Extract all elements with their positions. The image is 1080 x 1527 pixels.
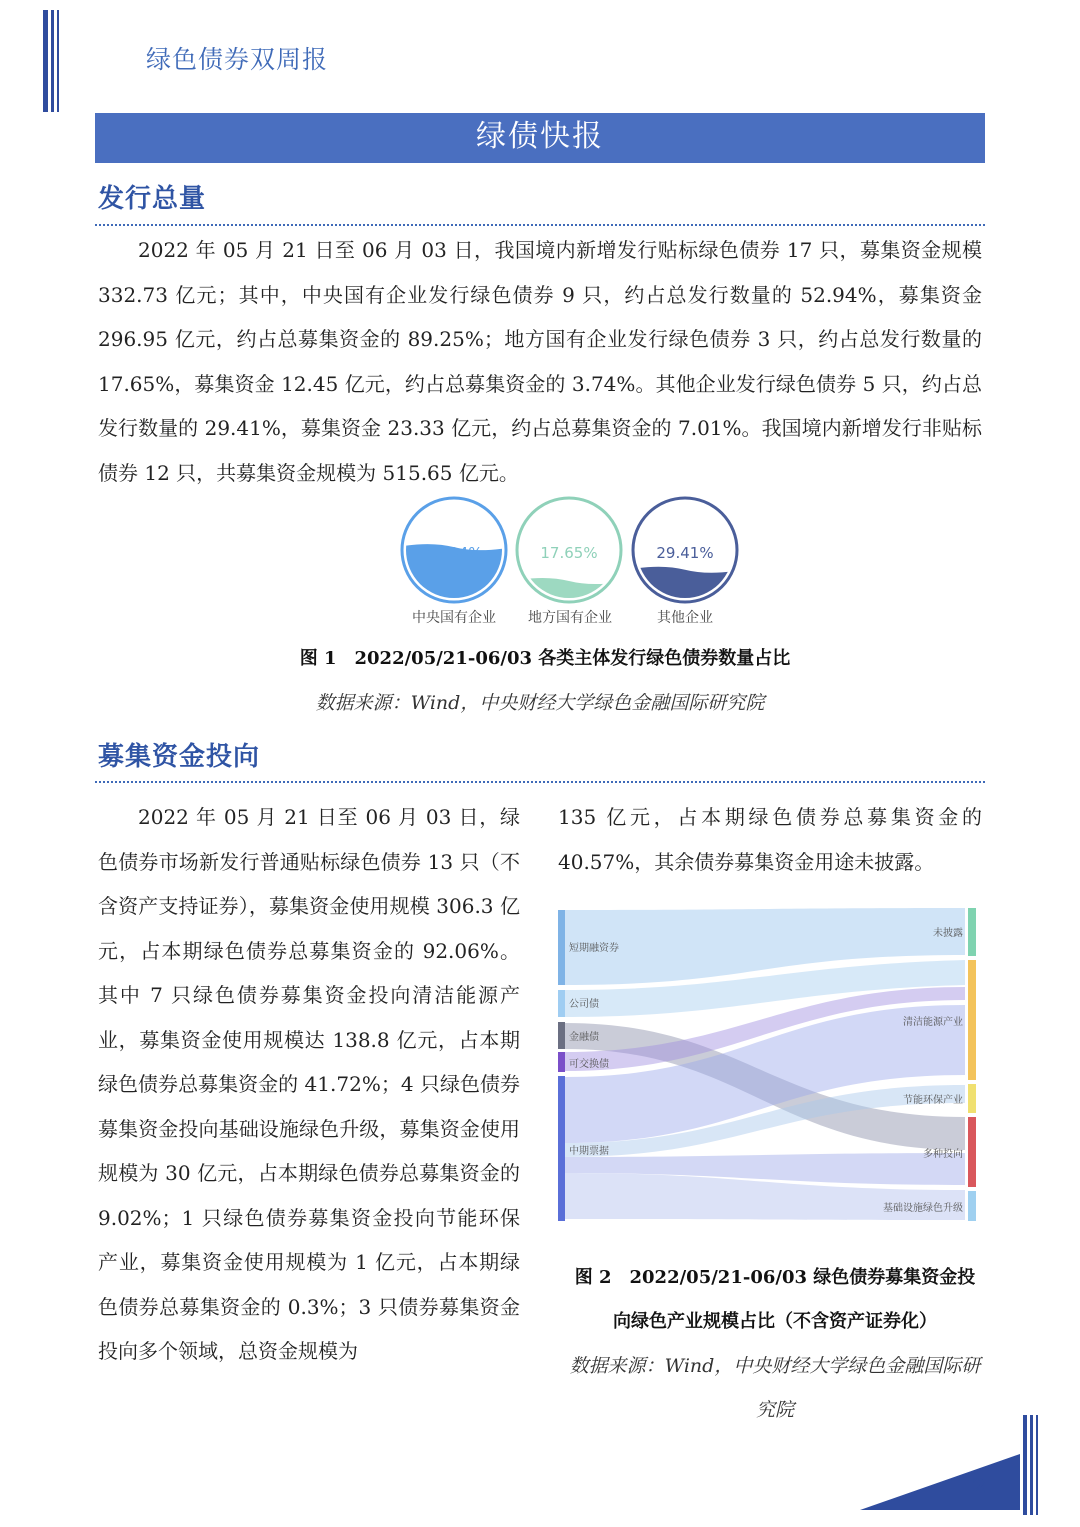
liquid-circle-value: 17.65%: [540, 544, 598, 562]
figure1-source: 数据来源：Wind，中央财经大学绿色金融国际研究院: [315, 692, 765, 714]
fund-use-right-paragraph: 135 亿元，占本期绿色债券总募集资金的 40.57%，其余债券募集资金用途未披露。: [558, 805, 982, 874]
node-undisclosed: [968, 908, 976, 956]
figure2-caption-line2: 向绿色产业规模占比（不含资产证券化）: [613, 1311, 937, 1332]
figure2-sankey: [555, 905, 980, 1225]
banner-title: 绿债快报: [95, 113, 985, 163]
sankey-target-label: 未披露: [933, 928, 963, 939]
footer-decor-bar: [1036, 1415, 1038, 1515]
sankey-source-label: 可交换债: [569, 1059, 609, 1070]
liquid-circle-fill: [627, 567, 743, 603]
circle-label-central-soe: 中央国有企业: [412, 610, 496, 626]
figure2-source-line2: 究院: [755, 1399, 794, 1421]
node-exchangeable: [558, 1052, 565, 1072]
running-header-title: 绿色债券双周报: [146, 45, 329, 74]
node-infra: [968, 1191, 976, 1221]
liquid-circle-value: 29.41%: [656, 544, 714, 562]
node-financial: [558, 1022, 565, 1049]
liquid-circle: [627, 498, 743, 603]
section-divider: [95, 781, 985, 783]
sankey-svg: [555, 905, 980, 1225]
sankey-target-label: 基础设施绿色升级: [883, 1203, 963, 1214]
issuance-paragraph: 2022 年 05 月 21 日至 06 月 03 日，我国境内新增发行贴标绿色债券 17 只，募集资金规模 332.73 亿元；其中，中央国有企业发行绿色债券 9 只，约占总发行数量的 52.94%，募集资金 296.95 亿元，约占总募集资金的 89.25%；地方国有企业发行绿色债券 3 只，约占总发行数量的 17.65%，募集资金 12.45 亿元，约占总募集资金的 3.74%。其他企业发行绿色债券 5 只，约占总发行数量的 29.41%，募集资金 23.33 亿元，约占总募集资金的 7.01%。我国境内新增发行非贴标债券 12 只，共募集资金规模为 515.65 亿元。: [98, 238, 982, 485]
section-title-issuance: 发行总量: [98, 184, 207, 214]
footer-decor-bar: [1023, 1415, 1027, 1515]
fund-use-left-paragraph: 2022 年 05 月 21 日至 06 月 03 日，绿色债券市场新发行普通贴标绿色债券 13 只（不含资产支持证券），募集资金使用规模 306.3 亿元，占本期绿色债券总募集资金的 92.06%。其中 7 只绿色债券募集资金投向清洁能源产业，募集资金使用规模达 138.8 亿元，占本期绿色债券总募集资金的 41.72%；4 只绿色债券募集资金投向基础设施绿色升级，募集资金使用规模为 30 亿元，占本期绿色债券总募集资金的 9.02%；1 只绿色债券募集资金投向节能环保产业，募集资金使用规模为 1 亿元，占本期绿色债券总募集资金的 0.3%；3 只债券募集资金投向多个领域，总资金规模为: [98, 805, 520, 1363]
liquid-circle: [511, 498, 627, 603]
footer-decor-triangle: [855, 1448, 1030, 1518]
node-energy-saving: [968, 1084, 976, 1113]
circle-label-other: 其他企业: [657, 610, 713, 626]
node-short-term: [558, 910, 565, 985]
figure2-caption-line1: 图 2 2022/05/21-06/03 绿色债券募集资金投: [574, 1267, 976, 1288]
section-title-fund-use: 募集资金投向: [98, 742, 261, 772]
sankey-source-label: 金融债: [569, 1032, 599, 1043]
sankey-target-label: 节能环保产业: [903, 1095, 963, 1106]
figure2-source-line1: 数据来源：Wind，中央财经大学绿色金融国际研: [569, 1355, 981, 1377]
circle-label-local-soe: 地方国有企业: [528, 610, 612, 626]
header-decor-bar: [43, 10, 48, 112]
sankey-source-label: 中期票据: [569, 1146, 609, 1157]
liquid-circle-value: 52.94%: [425, 544, 483, 562]
header-decor-bar: [51, 10, 54, 112]
sankey-source-label: 公司债: [569, 999, 599, 1010]
section-divider: [95, 224, 985, 226]
footer-decor-bar: [1030, 1415, 1033, 1515]
header-decor-bar: [57, 10, 59, 112]
sankey-target-label: 清洁能源产业: [903, 1017, 963, 1028]
sankey-target-label: 多种投向: [923, 1149, 963, 1160]
node-mtn: [558, 1076, 565, 1221]
node-corporate: [558, 990, 565, 1017]
page-number: 2: [972, 1474, 986, 1498]
liquid-circle: [396, 498, 512, 603]
node-clean-energy: [968, 960, 976, 1080]
node-multi: [968, 1117, 976, 1187]
figure1-caption: 图 1 2022/05/21-06/03 各类主体发行绿色债券数量占比: [299, 648, 791, 669]
sankey-source-label: 短期融资券: [569, 943, 619, 954]
